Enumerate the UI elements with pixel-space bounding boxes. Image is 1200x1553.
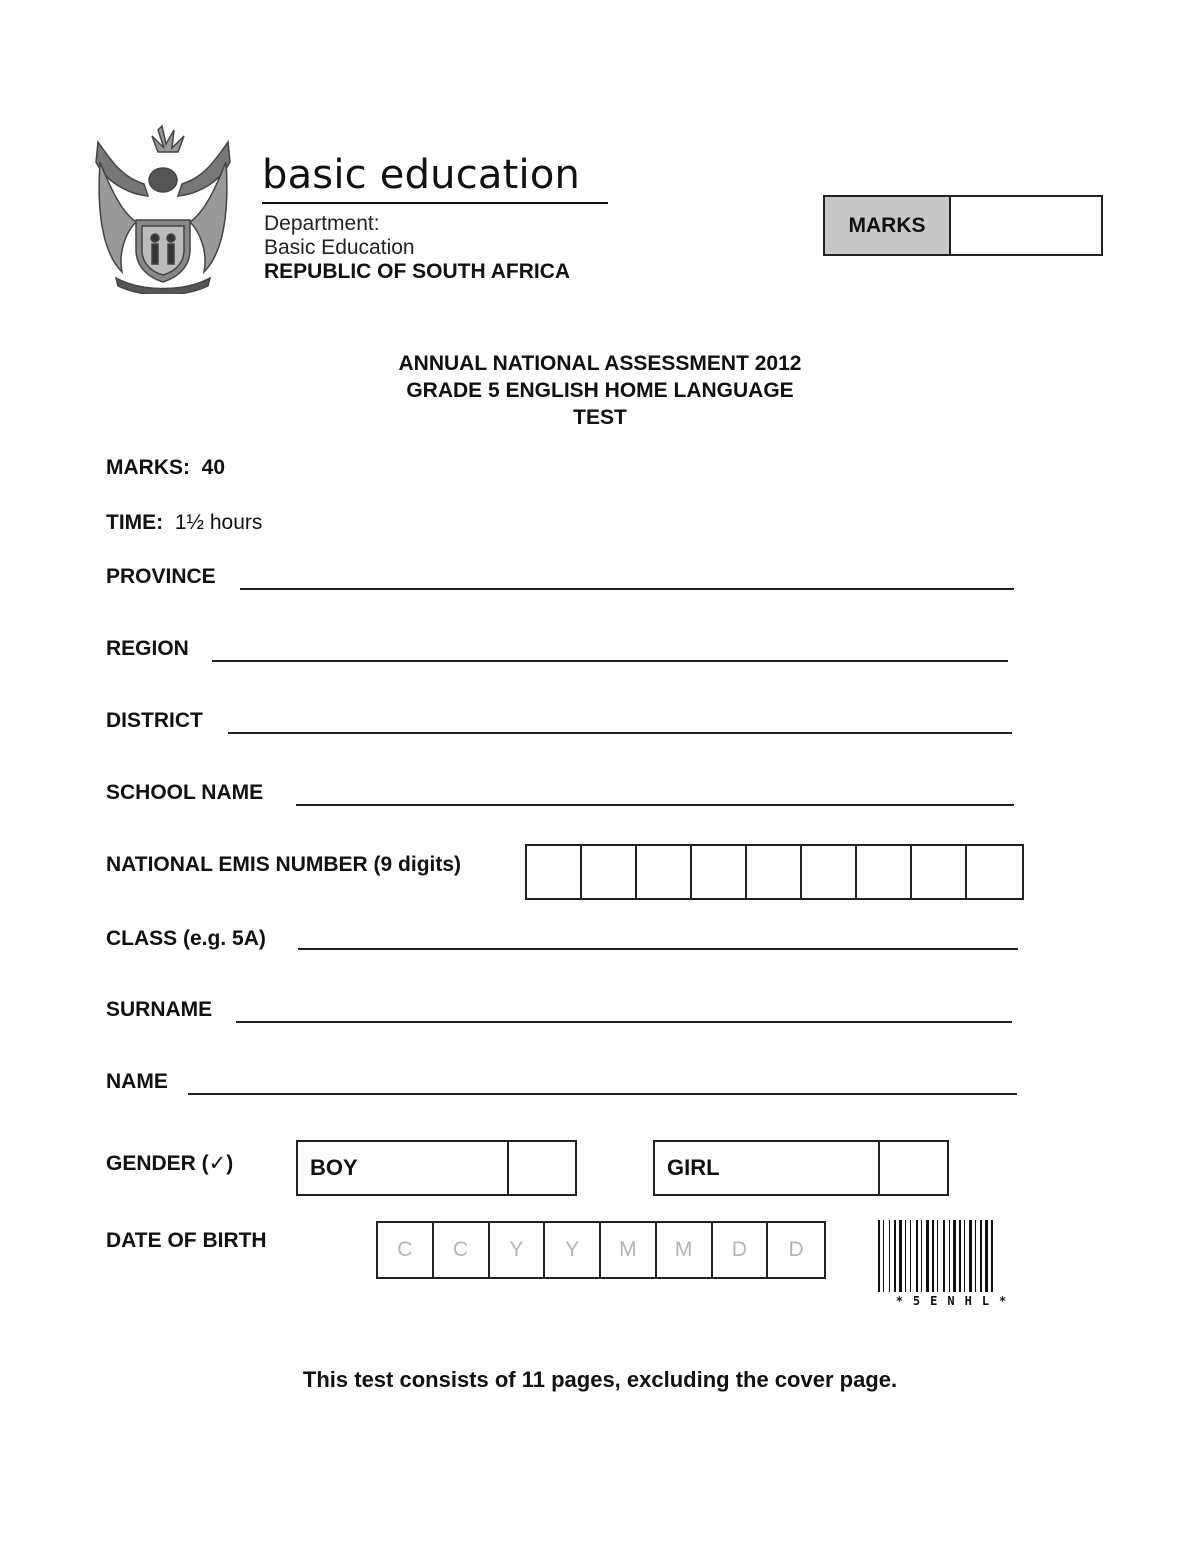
title-line-2: GRADE 5 ENGLISH HOME LANGUAGE xyxy=(406,379,794,402)
name-field[interactable] xyxy=(188,1093,1017,1095)
emis-digit-box[interactable] xyxy=(637,846,692,898)
gender-girl-label: GIRL xyxy=(655,1142,880,1194)
dept-line-3: REPUBLIC OF SOUTH AFRICA xyxy=(264,260,571,283)
dob-month-box[interactable]: M xyxy=(601,1223,657,1277)
marks-box-label: MARKS xyxy=(825,197,951,254)
emis-number-boxes xyxy=(525,844,1024,900)
dob-day-box[interactable]: D xyxy=(788,1238,804,1261)
dob-century-box[interactable]: C xyxy=(378,1223,434,1277)
title-line-3: TEST xyxy=(573,406,627,429)
surname-label: SURNAME xyxy=(106,998,213,1021)
test-title xyxy=(0,350,1200,431)
surname-field[interactable] xyxy=(236,1021,1012,1023)
time-info xyxy=(106,511,262,535)
marks-box-value[interactable] xyxy=(951,197,1101,254)
marks-box xyxy=(823,195,1103,256)
province-label: PROVINCE xyxy=(106,565,216,588)
emis-digit-box[interactable] xyxy=(747,846,802,898)
name-label: NAME xyxy=(106,1070,168,1093)
region-field[interactable] xyxy=(212,660,1008,662)
dob-boxes xyxy=(376,1221,826,1279)
emis-digit-box[interactable] xyxy=(802,846,857,898)
time-info-label: TIME: xyxy=(106,511,164,534)
school-name-field[interactable] xyxy=(296,804,1014,806)
dob-label: DATE OF BIRTH xyxy=(106,1229,267,1252)
brand-title: basic education xyxy=(262,152,581,198)
district-field[interactable] xyxy=(228,732,1012,734)
gender-boy-label: BOY xyxy=(298,1142,509,1194)
emis-digit-box[interactable] xyxy=(527,846,582,898)
emis-digit-box[interactable] xyxy=(912,846,967,898)
dob-day-box[interactable]: D xyxy=(713,1223,769,1277)
gender-girl-option xyxy=(653,1140,949,1196)
gender-label: GENDER (✓) xyxy=(106,1152,234,1175)
time-info-value: 1½ hours xyxy=(174,511,263,534)
gender-boy-checkbox[interactable] xyxy=(509,1142,575,1194)
class-label: CLASS (e.g. 5A) xyxy=(106,927,266,950)
dob-year-box[interactable]: Y xyxy=(545,1223,601,1277)
marks-info xyxy=(106,456,225,480)
emis-digit-box[interactable] xyxy=(692,846,747,898)
dob-century-box[interactable]: C xyxy=(434,1223,490,1277)
footer-note: This test consists of 11 pages, excluding the cover page. xyxy=(302,1367,898,1392)
emis-digit-box[interactable] xyxy=(967,846,1022,898)
region-label: REGION xyxy=(106,637,189,660)
province-field[interactable] xyxy=(240,588,1014,590)
dept-line-1: Department: xyxy=(264,212,380,235)
marks-info-value: 40 xyxy=(201,456,226,479)
gender-boy-option xyxy=(296,1140,577,1196)
class-field[interactable] xyxy=(298,948,1018,950)
barcode-icon xyxy=(876,1220,1036,1292)
district-label: DISTRICT xyxy=(106,709,203,732)
coat-of-arms-icon xyxy=(92,122,234,294)
dob-month-box[interactable]: M xyxy=(657,1223,713,1277)
school-name-label: SCHOOL NAME xyxy=(106,781,264,804)
emis-digit-box[interactable] xyxy=(582,846,637,898)
title-line-1: ANNUAL NATIONAL ASSESSMENT 2012 xyxy=(398,352,802,375)
emis-digit-box[interactable] xyxy=(857,846,912,898)
emis-label: NATIONAL EMIS NUMBER (9 digits) xyxy=(106,853,462,876)
dob-year-box[interactable]: Y xyxy=(490,1223,546,1277)
brand-underline xyxy=(262,202,608,204)
barcode-text: *5ENHL* xyxy=(895,1294,1017,1308)
marks-info-label: MARKS: xyxy=(106,456,190,479)
dept-line-2: Basic Education xyxy=(264,236,415,259)
gender-girl-checkbox[interactable] xyxy=(880,1142,947,1194)
